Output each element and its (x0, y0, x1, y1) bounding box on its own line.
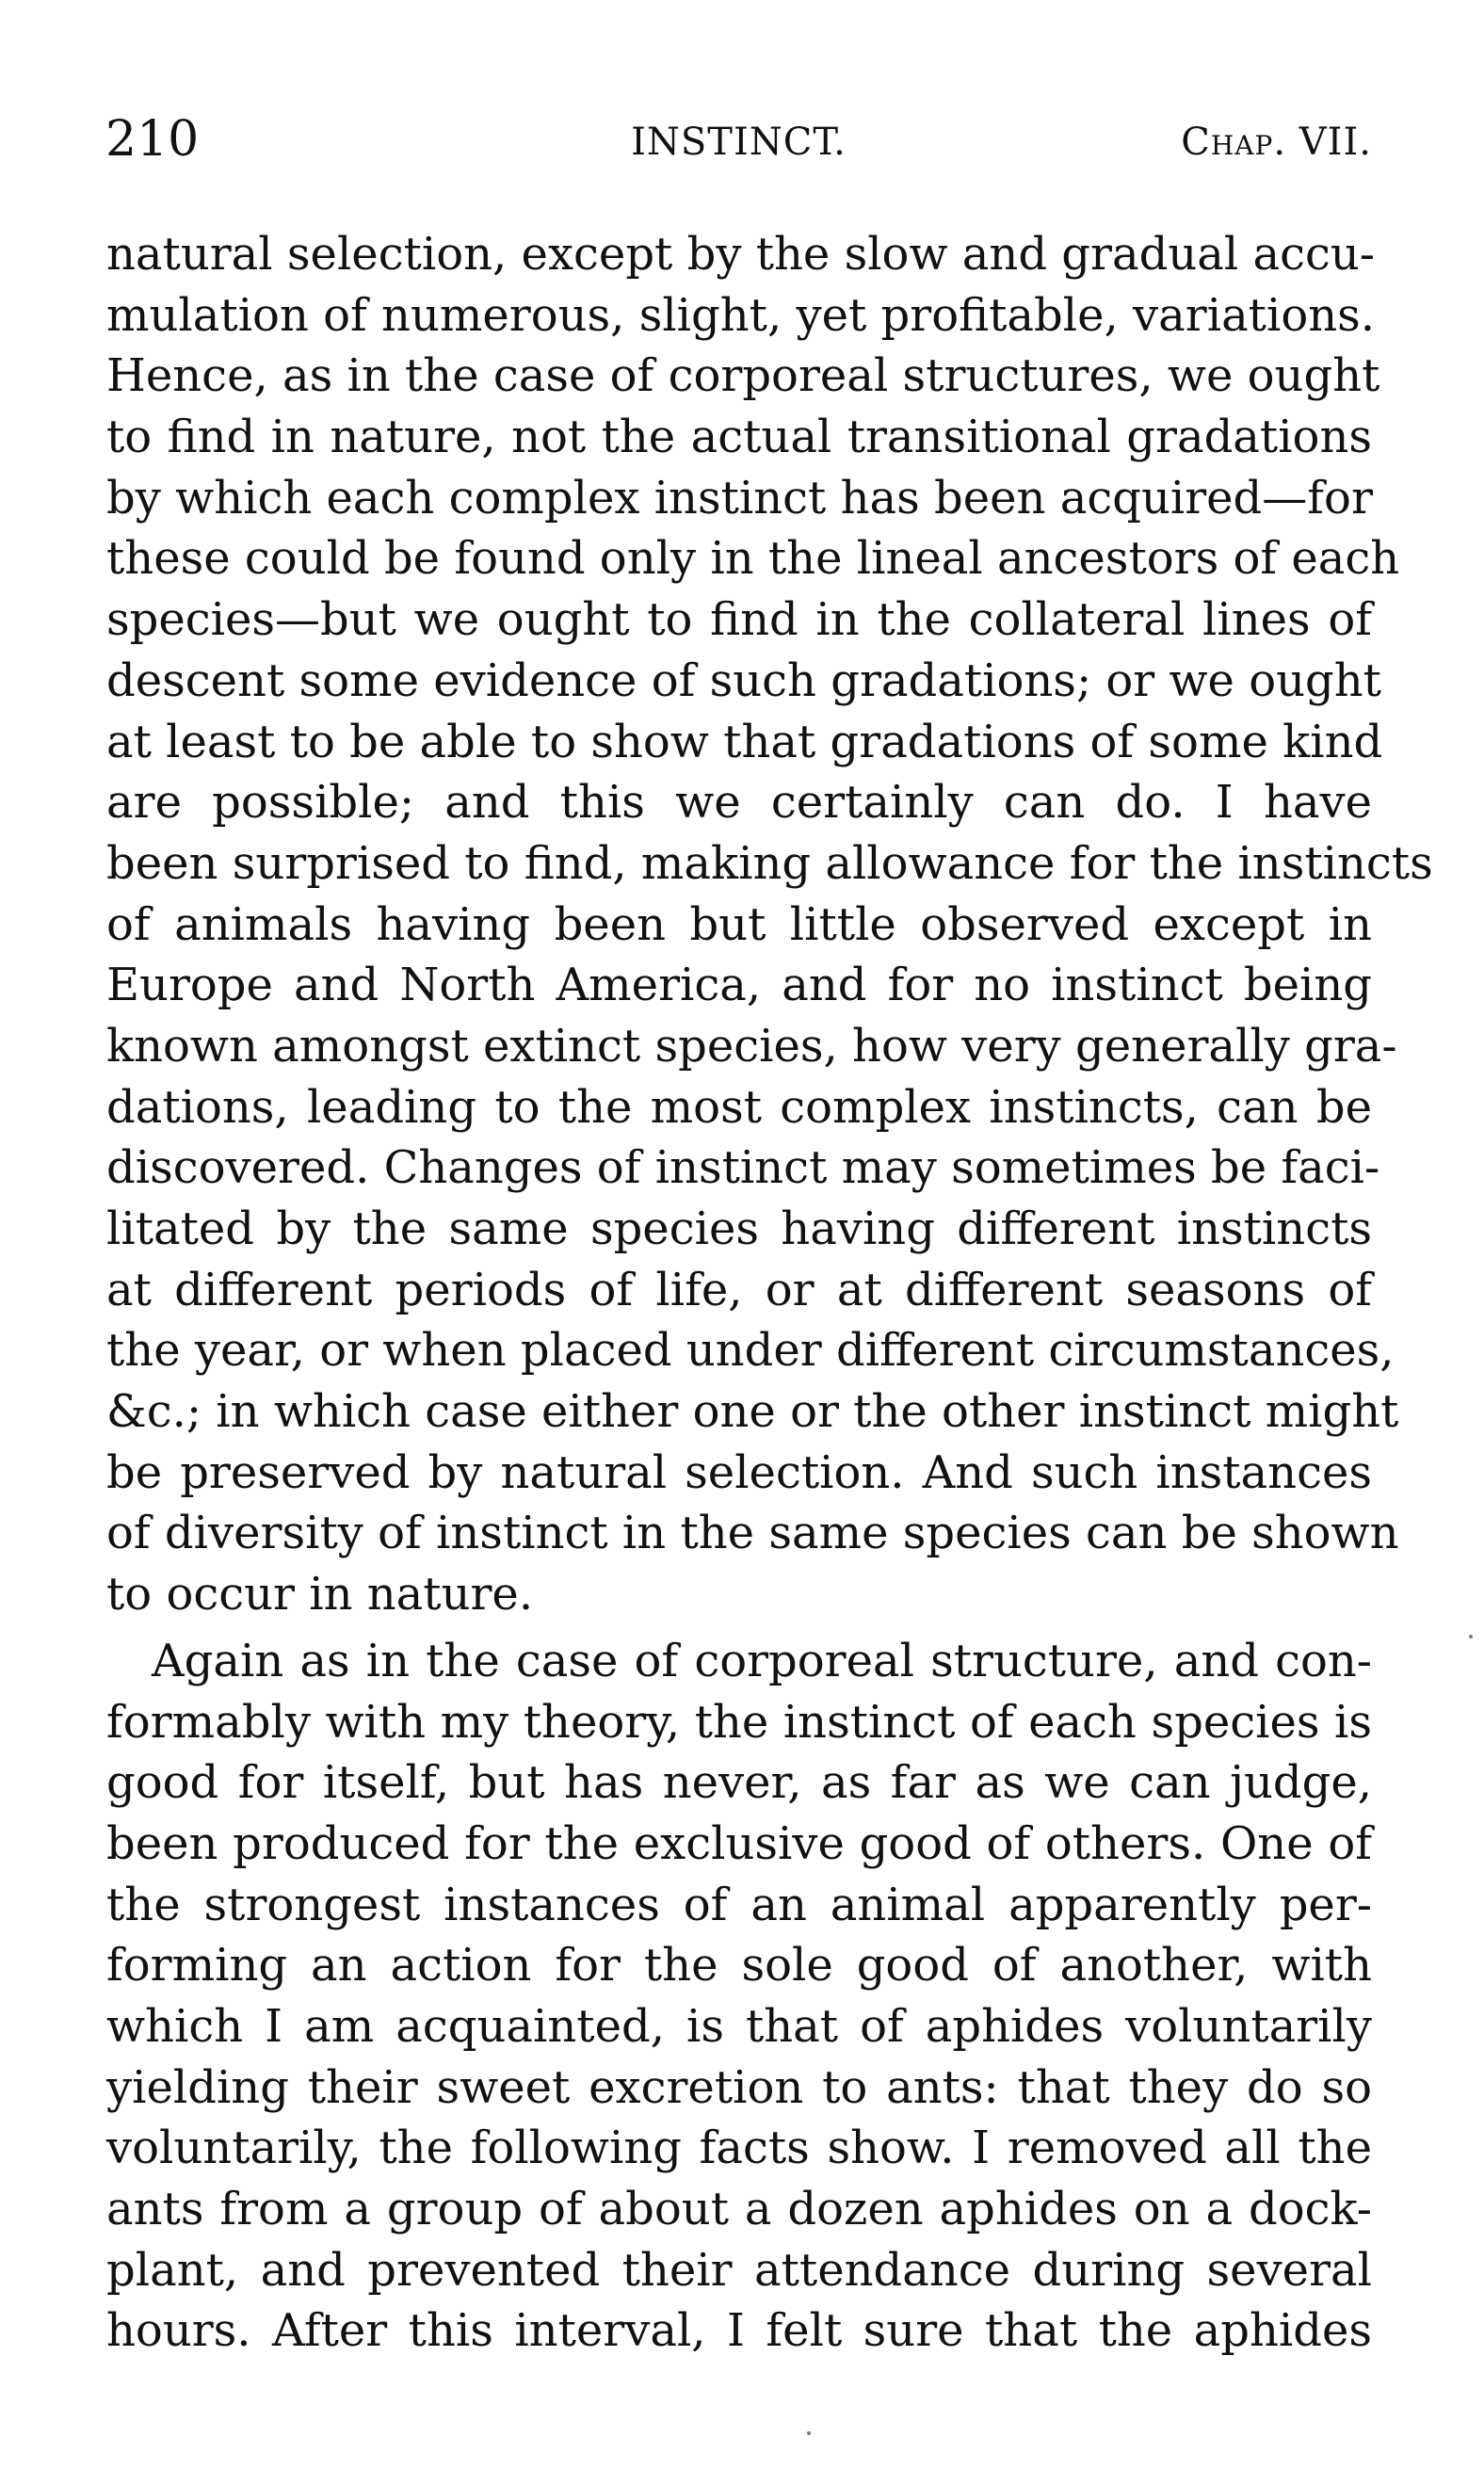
text-line: species—but we ought to find in the collateral lines of (106, 593, 1372, 647)
text-line: dations, leading to the most complex instincts, can be (106, 1080, 1372, 1134)
text-line: at least to be able to show that gradations of some kind (106, 715, 1383, 768)
text-line: been surprised to find, making allowance for the instincts (106, 836, 1433, 890)
text-line: by which each complex instinct has been acquired—for (106, 471, 1373, 524)
text-line: be preserved by natural selection. And such instances (106, 1445, 1372, 1499)
text-line: Hence, as in the case of corporeal structures, we ought (106, 349, 1380, 403)
text-line: ants from a group of about a dozen aphides on a dock- (106, 2183, 1372, 2235)
text-line: these could be found only in the lineal ancestors of each (106, 532, 1400, 586)
text-line: good for itself, but has never, as far as we can judge, (106, 1756, 1372, 1810)
text-line: the year, or when placed under different circumstances, (106, 1324, 1395, 1378)
scan-speck (807, 2431, 811, 2435)
text-line: Again as in the case of corporeal structure, and con- (152, 1634, 1372, 1687)
text-line: mulation of numerous, slight, yet profitable, variations. (106, 288, 1376, 342)
text-line: &c.; in which case either one or the other instinct might (106, 1385, 1399, 1439)
text-line: descent some evidence of such gradations; or we ought (106, 654, 1381, 707)
paragraph-1 (106, 224, 1433, 1625)
text-line: of diversity of instinct in the same species can be shown (106, 1507, 1399, 1560)
text-line: hours. After this interval, I felt sure that the aphides (106, 2304, 1372, 2358)
text-line: forming an action for the sole good of another, with (106, 1939, 1372, 1993)
text-line: of animals having been but little observed except in (106, 897, 1372, 951)
text-line: plant, and prevented their attendance during several (106, 2243, 1372, 2297)
text-line: formably with my theory, the instinct of each species is (106, 1695, 1372, 1749)
body-text (106, 224, 1433, 2362)
scan-speck (1469, 1635, 1473, 1638)
text-line: litated by the same species having different instincts (106, 1202, 1372, 1255)
paragraph-2 (106, 1631, 1372, 2362)
text-line: voluntarily, the following facts show. I removed all the (106, 2122, 1372, 2175)
page-number: 210 (105, 111, 200, 168)
text-line: to occur in nature. (106, 1568, 534, 1622)
chapter-title: INSTINCT. (631, 121, 847, 164)
chapter-label: Chap. VII. (1181, 121, 1372, 164)
text-line: been produced for the exclusive good of others. One of (106, 1816, 1372, 1870)
text-line: to find in nature, not the actual transitional gradations (106, 411, 1372, 464)
text-line: are possible; and this we certainly can do. I have (106, 776, 1372, 830)
text-line: Europe and North America, and for no instinct being (106, 959, 1372, 1012)
running-head (105, 111, 1372, 168)
text-line: discovered. Changes of instinct may sometimes be faci- (106, 1141, 1380, 1195)
text-line: the strongest instances of an animal apparently per- (106, 1878, 1372, 1931)
text-line: yielding their sweet excretion to ants: that they do so (106, 2060, 1372, 2114)
text-line: which I am acquainted, is that of aphides voluntarily (106, 1999, 1372, 2053)
text-line: at different periods of life, or at different seasons of (106, 1263, 1372, 1316)
text-line: known amongst extinct species, how very generally gra- (106, 1019, 1397, 1073)
text-line: natural selection, except by the slow and gradual accu- (106, 228, 1375, 281)
